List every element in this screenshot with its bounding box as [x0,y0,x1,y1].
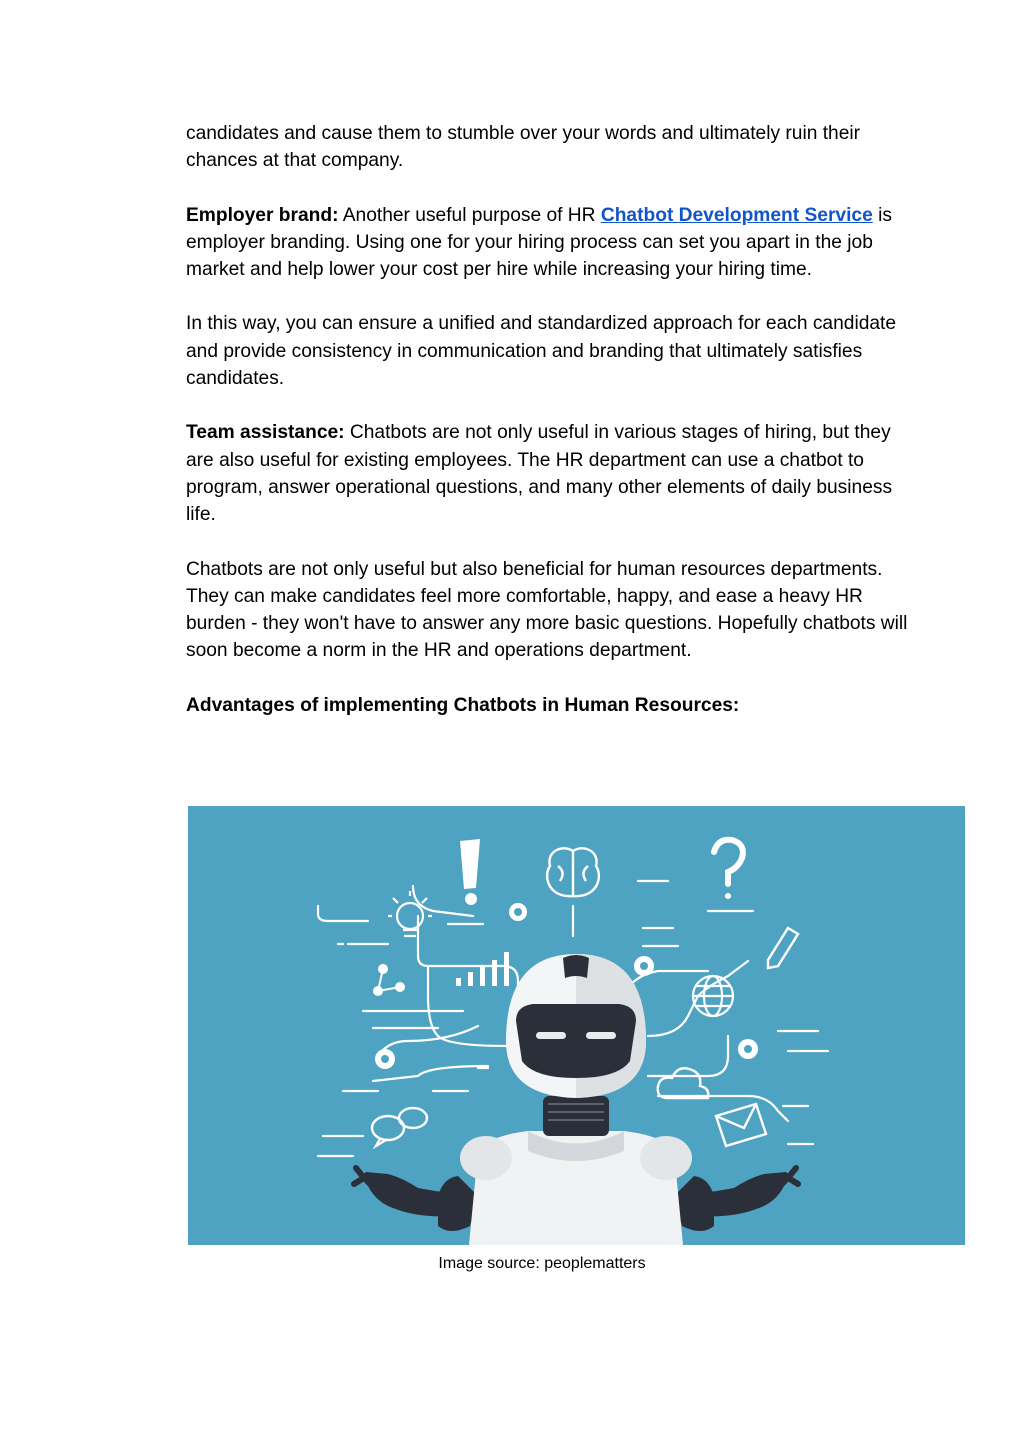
paragraph-team-assistance [186,419,916,528]
bar-chart-icon [456,952,509,986]
employer-brand-label: Employer brand: [186,204,339,226]
chatbot-development-service-link[interactable]: Chatbot Development Service [600,204,873,226]
connector-line [648,1036,728,1076]
robot [354,954,798,1245]
gear-icon [375,1049,395,1069]
connector-line [318,906,368,921]
section-heading: Advantages of implementing Chatbots in Human Resources: [186,694,740,716]
gear-icon [509,903,527,921]
paragraph-5: Chatbots are not only useful but also beneficial for human resources departments. They can make candidates feel more comfortable, happy, and ease a heavy HR burden - they won't have to answer any more basic questions. Hopefully chatbots will soon become a norm in the HR and operations department. [186,558,908,662]
team-assistance-label: Team assistance: [186,422,345,444]
exclamation-icon [460,839,480,905]
connector-line [658,1096,788,1121]
image-caption: Image source: peoplematters [438,1255,646,1272]
share-icon [374,965,404,995]
employer-brand-text-pre: Another useful purpose of HR [338,204,601,226]
robot-hand-right [788,1168,798,1184]
paragraph-employer-brand [186,202,916,284]
lightbulb-icon [388,891,432,936]
connector-line [373,1066,488,1081]
brain-icon [547,848,599,896]
robot-hand-left [354,1168,364,1184]
robot-forearm-left [362,1172,453,1216]
paragraph-3: In this way, you can ensure a unified and standardized approach for each candidate and provide consistency in communication and branding that ultimately satisfies candidates. [186,313,897,390]
robot-forearm-right [699,1172,790,1216]
connector-line [418,916,518,1006]
robot-shoulder-left [460,1136,512,1180]
robot-shoulder-right [640,1136,692,1180]
gear-icon [738,1039,758,1059]
globe-icon [693,976,733,1016]
article-body [186,120,916,719]
gear-icon [634,956,654,976]
robot-eye-left [536,1032,566,1039]
robot-neck [543,1096,609,1136]
question-icon [714,840,743,899]
chatbot-illustration [188,806,965,1245]
envelope-icon [716,1104,766,1146]
pencil-icon [768,928,798,968]
cloud-icon [658,1068,709,1098]
robot-illustration-svg [188,806,965,1245]
paragraph-1: candidates and cause them to stumble over your words and ultimately ruin their chances at that company. [186,123,861,172]
connector-line [378,1026,478,1056]
robot-visor [516,1004,636,1078]
robot-eye-right [586,1032,616,1039]
robot-head-stripe [563,955,589,978]
team-assistance-text: Chatbots are not only useful in various stages of hiring, but they are also useful for existing employees. The HR department can use a chatbot to program, answer operational questions, and many other elements of daily business life. [186,422,893,526]
chat-bubbles-icon [372,1108,427,1146]
employer-brand-text-post: is employer branding. Using one for your hiring process can set you apart in the job market and help lower your cost per hire while increasing your hiring time. [186,204,892,281]
